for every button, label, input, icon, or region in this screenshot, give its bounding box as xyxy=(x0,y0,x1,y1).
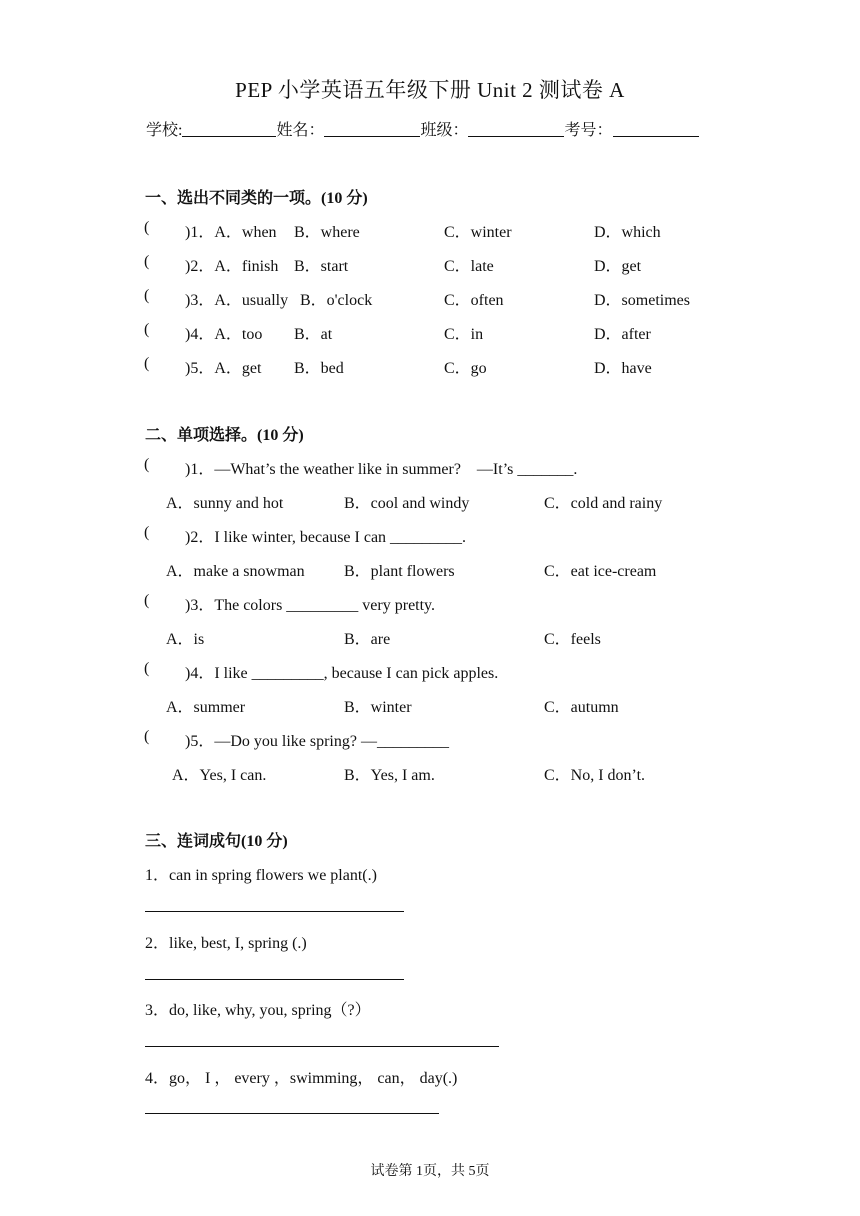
option-d: D．after xyxy=(594,326,651,343)
class-label: 班级： xyxy=(420,122,469,139)
answer-paren[interactable]: ( xyxy=(144,253,150,270)
option-b: B．cool and windy xyxy=(344,495,470,512)
option-b: B．plant flowers xyxy=(344,563,455,580)
option-c: C．feels xyxy=(544,631,601,648)
sentence-prompt: 4．go， I ， every ，swimming， can， day(.) xyxy=(145,1070,458,1087)
option-d: D．which xyxy=(594,224,661,241)
section2-heading: 二、单项选择。(10 分) xyxy=(145,427,304,444)
sentence-prompt: 1．can in spring flowers we plant(.) xyxy=(145,867,377,884)
number-label: 考号： xyxy=(564,122,613,139)
answer-paren[interactable]: ( xyxy=(144,456,150,473)
number-blank[interactable] xyxy=(613,120,699,137)
option-b: B．where xyxy=(294,224,360,241)
question-text: )2．I like winter, because I can _________. xyxy=(185,529,467,546)
question-text: )3．The colors _________ very pretty. xyxy=(185,597,436,614)
student-info-line xyxy=(146,117,699,140)
option-c: C．autumn xyxy=(544,699,619,716)
option-d: D．get xyxy=(594,258,642,275)
option-b: B．are xyxy=(344,631,391,648)
question-text: )5．—Do you like spring? —_________ xyxy=(185,733,449,750)
option-b: B．start xyxy=(294,258,349,275)
name-label: 姓名： xyxy=(276,122,325,139)
option-b: B．o'clock xyxy=(300,292,373,309)
option-d: D．sometimes xyxy=(594,292,690,309)
answer-paren[interactable]: ( xyxy=(144,728,150,745)
answer-line[interactable] xyxy=(145,1113,439,1114)
class-blank[interactable] xyxy=(468,120,564,137)
option-c: C．go xyxy=(444,360,487,377)
question-text: )1．—What’s the weather like in summer? —It’s _______. xyxy=(185,461,578,478)
option-c: C．late xyxy=(444,258,494,275)
sentence-prompt: 2．like, best, I, spring (.) xyxy=(145,935,307,952)
answer-paren[interactable]: ( xyxy=(144,660,150,677)
school-blank[interactable] xyxy=(182,120,276,137)
question-text: )4．I like _________, because I can pick apples. xyxy=(185,665,499,682)
option-c: C．often xyxy=(444,292,504,309)
option-c: C．No, I don’t. xyxy=(544,767,646,784)
answer-paren[interactable]: ( xyxy=(144,219,150,236)
option-a: )2．A．finish xyxy=(185,258,279,275)
option-a: )5．A．get xyxy=(185,360,262,377)
option-c: C．eat ice-cream xyxy=(544,563,657,580)
option-d: D．have xyxy=(594,360,652,377)
answer-line[interactable] xyxy=(145,979,404,980)
section1-heading: 一、选出不同类的一项。(10 分) xyxy=(145,190,368,207)
answer-paren[interactable]: ( xyxy=(144,287,150,304)
option-a: )4．A．too xyxy=(185,326,263,343)
answer-line[interactable] xyxy=(145,911,404,912)
option-b: B．Yes, I am. xyxy=(344,767,435,784)
page-title: PEP 小学英语五年级下册 Unit 2 测试卷 A xyxy=(235,78,625,102)
sentence-prompt: 3．do, like, why, you, spring（?） xyxy=(145,1002,371,1019)
page-footer: 试卷第 1页，共 5页 xyxy=(370,1164,490,1179)
answer-line[interactable] xyxy=(145,1046,499,1047)
option-a: A．summer xyxy=(166,699,246,716)
option-a: A．Yes, I can. xyxy=(172,767,267,784)
option-b: B．winter xyxy=(344,699,412,716)
option-c: C．cold and rainy xyxy=(544,495,663,512)
answer-paren[interactable]: ( xyxy=(144,524,150,541)
option-b: B．bed xyxy=(294,360,344,377)
answer-paren[interactable]: ( xyxy=(144,321,150,338)
option-b: B．at xyxy=(294,326,333,343)
option-a: A．is xyxy=(166,631,205,648)
section3-heading: 三、连词成句(10 分) xyxy=(145,833,288,850)
school-label: 学校: xyxy=(146,122,183,139)
option-a: A．sunny and hot xyxy=(166,495,284,512)
option-c: C．winter xyxy=(444,224,512,241)
option-c: C．in xyxy=(444,326,484,343)
option-a: )1．A．when xyxy=(185,224,277,241)
name-blank[interactable] xyxy=(324,120,420,137)
answer-paren[interactable]: ( xyxy=(144,592,150,609)
answer-paren[interactable]: ( xyxy=(144,355,150,372)
option-a: )3．A．usually xyxy=(185,292,289,309)
option-a: A．make a snowman xyxy=(166,563,305,580)
